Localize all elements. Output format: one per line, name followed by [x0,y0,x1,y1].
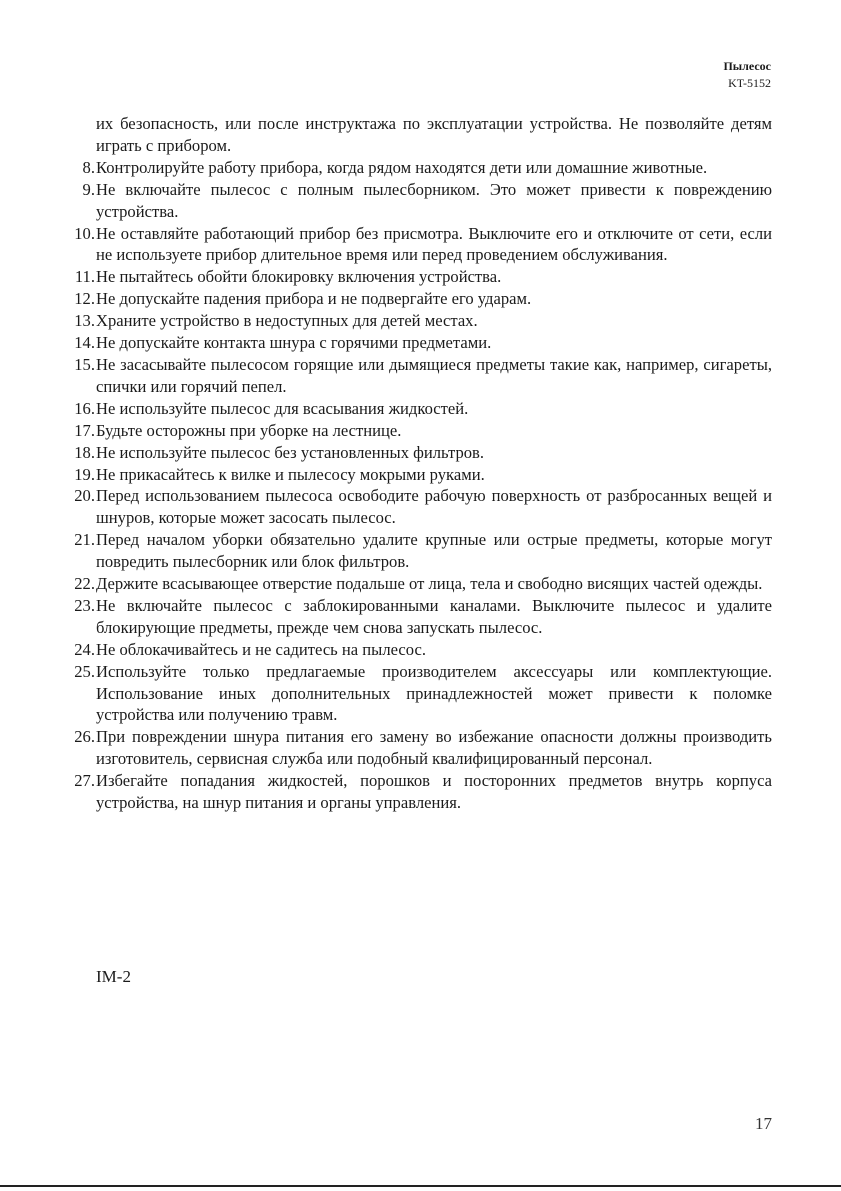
list-item [66,332,772,354]
bottom-border [0,1185,841,1187]
list-item [66,398,772,420]
item-text: Держите всасывающее отверстие подальше от лица, тела и свободно висящих частей одежды. [96,574,763,594]
page-header [723,58,771,92]
item-number: 24. [74,639,95,659]
item-text: Не прикасайтесь к вилке и пылесосу мокрыми руками. [96,464,485,484]
list-item [66,726,772,770]
item-text: Будьте осторожны при уборке на лестнице. [96,420,402,440]
list-item [66,420,772,442]
item-text: Перед началом уборки обязательно удалите крупные или острые предметы, которые могут повредить пылесборник или блок фильтров. [96,530,772,572]
list-item [66,661,772,727]
list-item [66,310,772,332]
list-item [66,442,772,464]
item-text: Не включайте пылесос с заблокированными каналами. Выключите пылесос и удалите блокирующие предметы, прежде чем снова запускать пылесос. [96,595,772,637]
item-text: При повреждении шнура питания его замену во избежание опасности должны производить изготовитель, сервисная служба или подобный квалифицированный персонал. [96,727,772,769]
item-text: Перед использованием пылесоса освободите рабочую поверхность от разбросанных вещей и шнуров, которые может засосать пылесос. [96,486,772,528]
list-item [66,770,772,814]
item-number: 17. [74,420,95,440]
list-item [66,639,772,661]
list-item [66,223,772,267]
page-number: 17 [755,1114,772,1133]
continued-paragraph: их безопасность, или после инструктажа по эксплуатации устройства. Не позволяйте детям играть с прибором. [96,114,772,155]
list-item [66,595,772,639]
product-title: Пылесос [723,59,771,73]
item-text: Не включайте пылесос с полным пылесборником. Это может привести к повреждению устройства. [96,179,772,221]
item-number: 8. [82,157,95,177]
item-number: 15. [74,354,95,374]
item-text: Не допускайте контакта шнура с горячими предметами. [96,333,492,353]
item-number: 27. [74,771,95,791]
item-number: 18. [74,442,95,462]
list-item [66,573,772,595]
item-text: Не используйте пылесос без установленных фильтров. [96,442,485,462]
list-item [66,288,772,310]
item-number: 19. [74,464,95,484]
item-number: 13. [74,311,95,331]
item-text: Не пытайтесь обойти блокировку включения устройства. [96,267,502,287]
document-code: IM-2 [96,967,131,986]
item-text: Не облокачивайтесь и не садитесь на пылесос. [96,639,426,659]
item-number: 26. [74,727,95,747]
item-text: Не допускайте падения прибора и не подвергайте его ударам. [96,289,532,309]
item-text: Контролируйте работу прибора, когда рядом находятся дети или домашние животные. [96,157,708,177]
list-item [66,179,772,223]
item-number: 11. [74,267,95,287]
item-text: Избегайте попадания жидкостей, порошков и посторонних предметов внутрь корпуса устройства, на шнур питания и органы управления. [96,771,772,813]
item-text: Не используйте пылесос для всасывания жидкостей. [96,398,469,418]
item-number: 21. [74,530,95,550]
list-item [66,266,772,288]
safety-rules-list [66,157,772,814]
item-number: 25. [74,661,95,681]
item-number: 12. [74,289,95,309]
item-number: 10. [74,223,95,243]
item-text: Не оставляйте работающий прибор без присмотра. Выключите его и отключите от сети, если не используете прибор длительное время или перед проведением обслуживания. [96,223,772,265]
item-number: 23. [74,595,95,615]
item-text: Используйте только предлагаемые производителем аксессуары или комплектующие. Использование иных дополнительных принадлежностей может привести к поломке устройства или получению травм. [96,661,772,725]
item-number: 22. [74,574,95,594]
item-number: 16. [74,398,95,418]
list-item [66,485,772,529]
list-item [66,157,772,179]
product-model: KT-5152 [728,76,771,90]
list-item [66,354,772,398]
item-text: Не засасывайте пылесосом горящие или дымящиеся предметы такие как, например, сигареты, спички или горячий пепел. [96,354,772,396]
item-number: 20. [74,486,95,506]
list-item [66,529,772,573]
item-number: 9. [82,179,95,199]
list-item [66,464,772,486]
item-text: Храните устройство в недоступных для детей местах. [96,311,478,331]
safety-instructions [66,113,772,814]
item-number: 14. [74,333,95,353]
